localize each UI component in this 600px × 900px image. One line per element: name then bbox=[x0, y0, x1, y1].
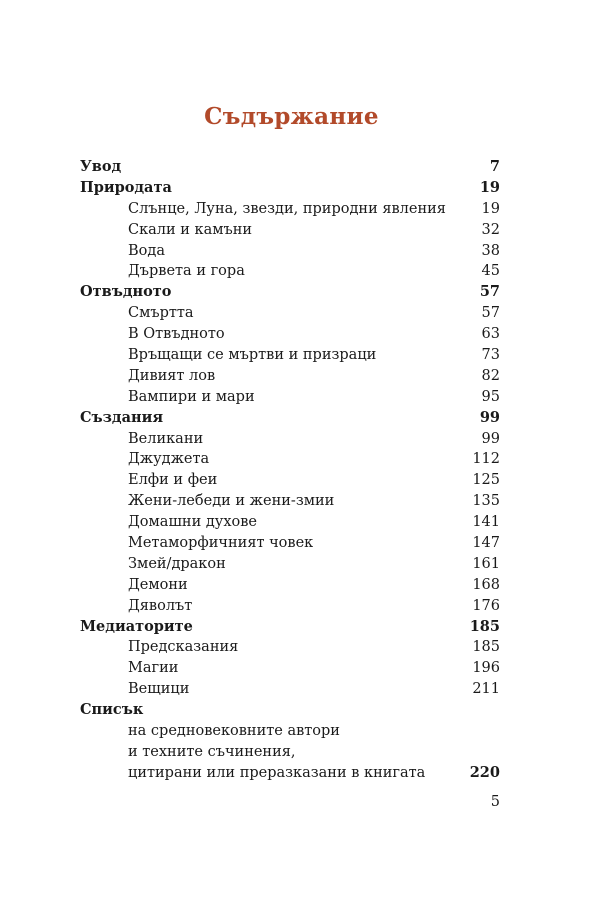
toc-entry[interactable] bbox=[80, 303, 500, 324]
toc-section-nature[interactable] bbox=[80, 178, 500, 199]
toc-page-number: 161 bbox=[472, 555, 500, 572]
toc-page-number: 19 bbox=[481, 200, 500, 217]
toc-entry-label: Домашни духове bbox=[128, 514, 257, 531]
toc-entry[interactable] bbox=[80, 345, 500, 366]
toc-page-number: 125 bbox=[472, 472, 500, 489]
toc-page-number: 63 bbox=[481, 326, 500, 343]
toc-page-number: 220 bbox=[469, 763, 500, 781]
toc-page-number: 38 bbox=[481, 242, 500, 259]
toc-entry[interactable] bbox=[80, 387, 500, 408]
toc-entry-line[interactable] bbox=[80, 742, 500, 763]
toc-entry-label: на средновековните автори bbox=[128, 723, 340, 740]
toc-entry[interactable] bbox=[80, 261, 500, 282]
toc-entry[interactable] bbox=[80, 554, 500, 575]
toc-entry-label: цитирани или преразказани в книгата bbox=[128, 764, 426, 781]
toc-entry[interactable] bbox=[80, 470, 500, 491]
toc-entry-line[interactable] bbox=[80, 721, 500, 742]
toc-page-number: 147 bbox=[472, 535, 500, 552]
toc-entry-label: Смъртта bbox=[128, 305, 194, 322]
toc-section-intro[interactable] bbox=[80, 157, 500, 178]
toc-entry[interactable] bbox=[80, 512, 500, 533]
toc-page-number: 57 bbox=[481, 305, 500, 322]
toc-entry-label: Жени-лебеди и жени-змии bbox=[128, 493, 335, 510]
toc-entry-label: Змей/дракон bbox=[128, 555, 226, 572]
toc-entry[interactable] bbox=[80, 575, 500, 596]
toc-entry[interactable] bbox=[80, 679, 500, 700]
toc-section-label: Отвъдното bbox=[80, 283, 172, 301]
toc-page-number: 99 bbox=[481, 430, 500, 447]
toc-page-number: 185 bbox=[472, 639, 500, 656]
toc-entry-label: Предсказания bbox=[128, 639, 239, 656]
toc-entry-label: Слънце, Луна, звезди, природни явления bbox=[128, 200, 446, 217]
toc-page-number: 176 bbox=[472, 597, 500, 614]
page-title: Съдържание bbox=[204, 103, 379, 130]
toc-entry[interactable] bbox=[80, 658, 500, 679]
toc-entry[interactable] bbox=[80, 533, 500, 554]
toc-section-label: Увод bbox=[80, 158, 122, 175]
toc-page-number: 141 bbox=[472, 514, 500, 531]
toc-page-number: 82 bbox=[481, 367, 500, 384]
toc-page-number: 168 bbox=[472, 576, 500, 593]
toc-page-number: 45 bbox=[481, 263, 500, 280]
toc-section-creatures[interactable] bbox=[80, 408, 500, 429]
toc-entry[interactable] bbox=[80, 429, 500, 450]
toc-page-number: 135 bbox=[472, 493, 500, 510]
toc-entry-label: Елфи и феи bbox=[128, 472, 218, 489]
toc-entry-label: Вампири и мари bbox=[128, 388, 255, 405]
toc-entry-label: Джуджета bbox=[128, 451, 210, 468]
toc-entry-label: В Отвъдното bbox=[128, 326, 225, 343]
toc-entry-label: Връщащи се мъртви и призраци bbox=[128, 347, 377, 364]
toc-page-number: 99 bbox=[479, 408, 500, 426]
toc-section-label: Списък bbox=[80, 701, 144, 719]
toc-page-number: 112 bbox=[472, 451, 500, 468]
toc-entry[interactable] bbox=[80, 324, 500, 345]
toc-page-number: 95 bbox=[481, 388, 500, 405]
toc-entry[interactable] bbox=[80, 241, 500, 262]
toc-entry[interactable] bbox=[80, 199, 500, 220]
toc-entry-label: Дървета и гора bbox=[128, 263, 245, 280]
toc-page-number: 32 bbox=[481, 221, 500, 238]
toc-entry-label: Демони bbox=[128, 576, 188, 593]
toc-entry-label: Вода bbox=[128, 242, 165, 259]
toc-section-list[interactable] bbox=[80, 700, 500, 721]
toc-entry-line[interactable] bbox=[80, 763, 500, 784]
toc-entry[interactable] bbox=[80, 491, 500, 512]
toc-section-label: Природата bbox=[80, 178, 172, 196]
toc-entry-label: и техните съчинения, bbox=[128, 743, 296, 760]
toc-entry-label: Скали и камъни bbox=[128, 221, 253, 238]
toc-entry-label: Великани bbox=[128, 430, 204, 447]
toc-entry[interactable] bbox=[80, 449, 500, 470]
toc-section-label: Създания bbox=[80, 408, 164, 426]
toc-entry[interactable] bbox=[80, 366, 500, 387]
page-folio-number: 5 bbox=[490, 794, 500, 810]
toc-page-number: 211 bbox=[472, 681, 500, 698]
toc-entry-label: Дяволът bbox=[128, 597, 193, 614]
toc-page-number: 185 bbox=[469, 617, 500, 635]
toc-page-number: 19 bbox=[479, 178, 500, 196]
toc-entry[interactable] bbox=[80, 220, 500, 241]
toc-entry[interactable] bbox=[80, 596, 500, 617]
toc-section-label: Медиаторите bbox=[80, 617, 193, 635]
toc-entry-label: Вещици bbox=[128, 681, 190, 698]
toc-page-number: 7 bbox=[489, 158, 500, 175]
toc-page-number: 57 bbox=[479, 283, 500, 301]
toc-entry-label: Метаморфичният човек bbox=[128, 535, 314, 552]
toc-entry-label: Магии bbox=[128, 660, 179, 677]
table-of-contents bbox=[80, 157, 500, 784]
toc-page-number: 196 bbox=[472, 660, 500, 677]
toc-entry[interactable] bbox=[80, 637, 500, 658]
toc-section-mediators[interactable] bbox=[80, 617, 500, 638]
toc-page-number: 73 bbox=[481, 347, 500, 364]
toc-section-otherworld[interactable] bbox=[80, 282, 500, 303]
toc-entry-label: Дивият лов bbox=[128, 367, 216, 384]
